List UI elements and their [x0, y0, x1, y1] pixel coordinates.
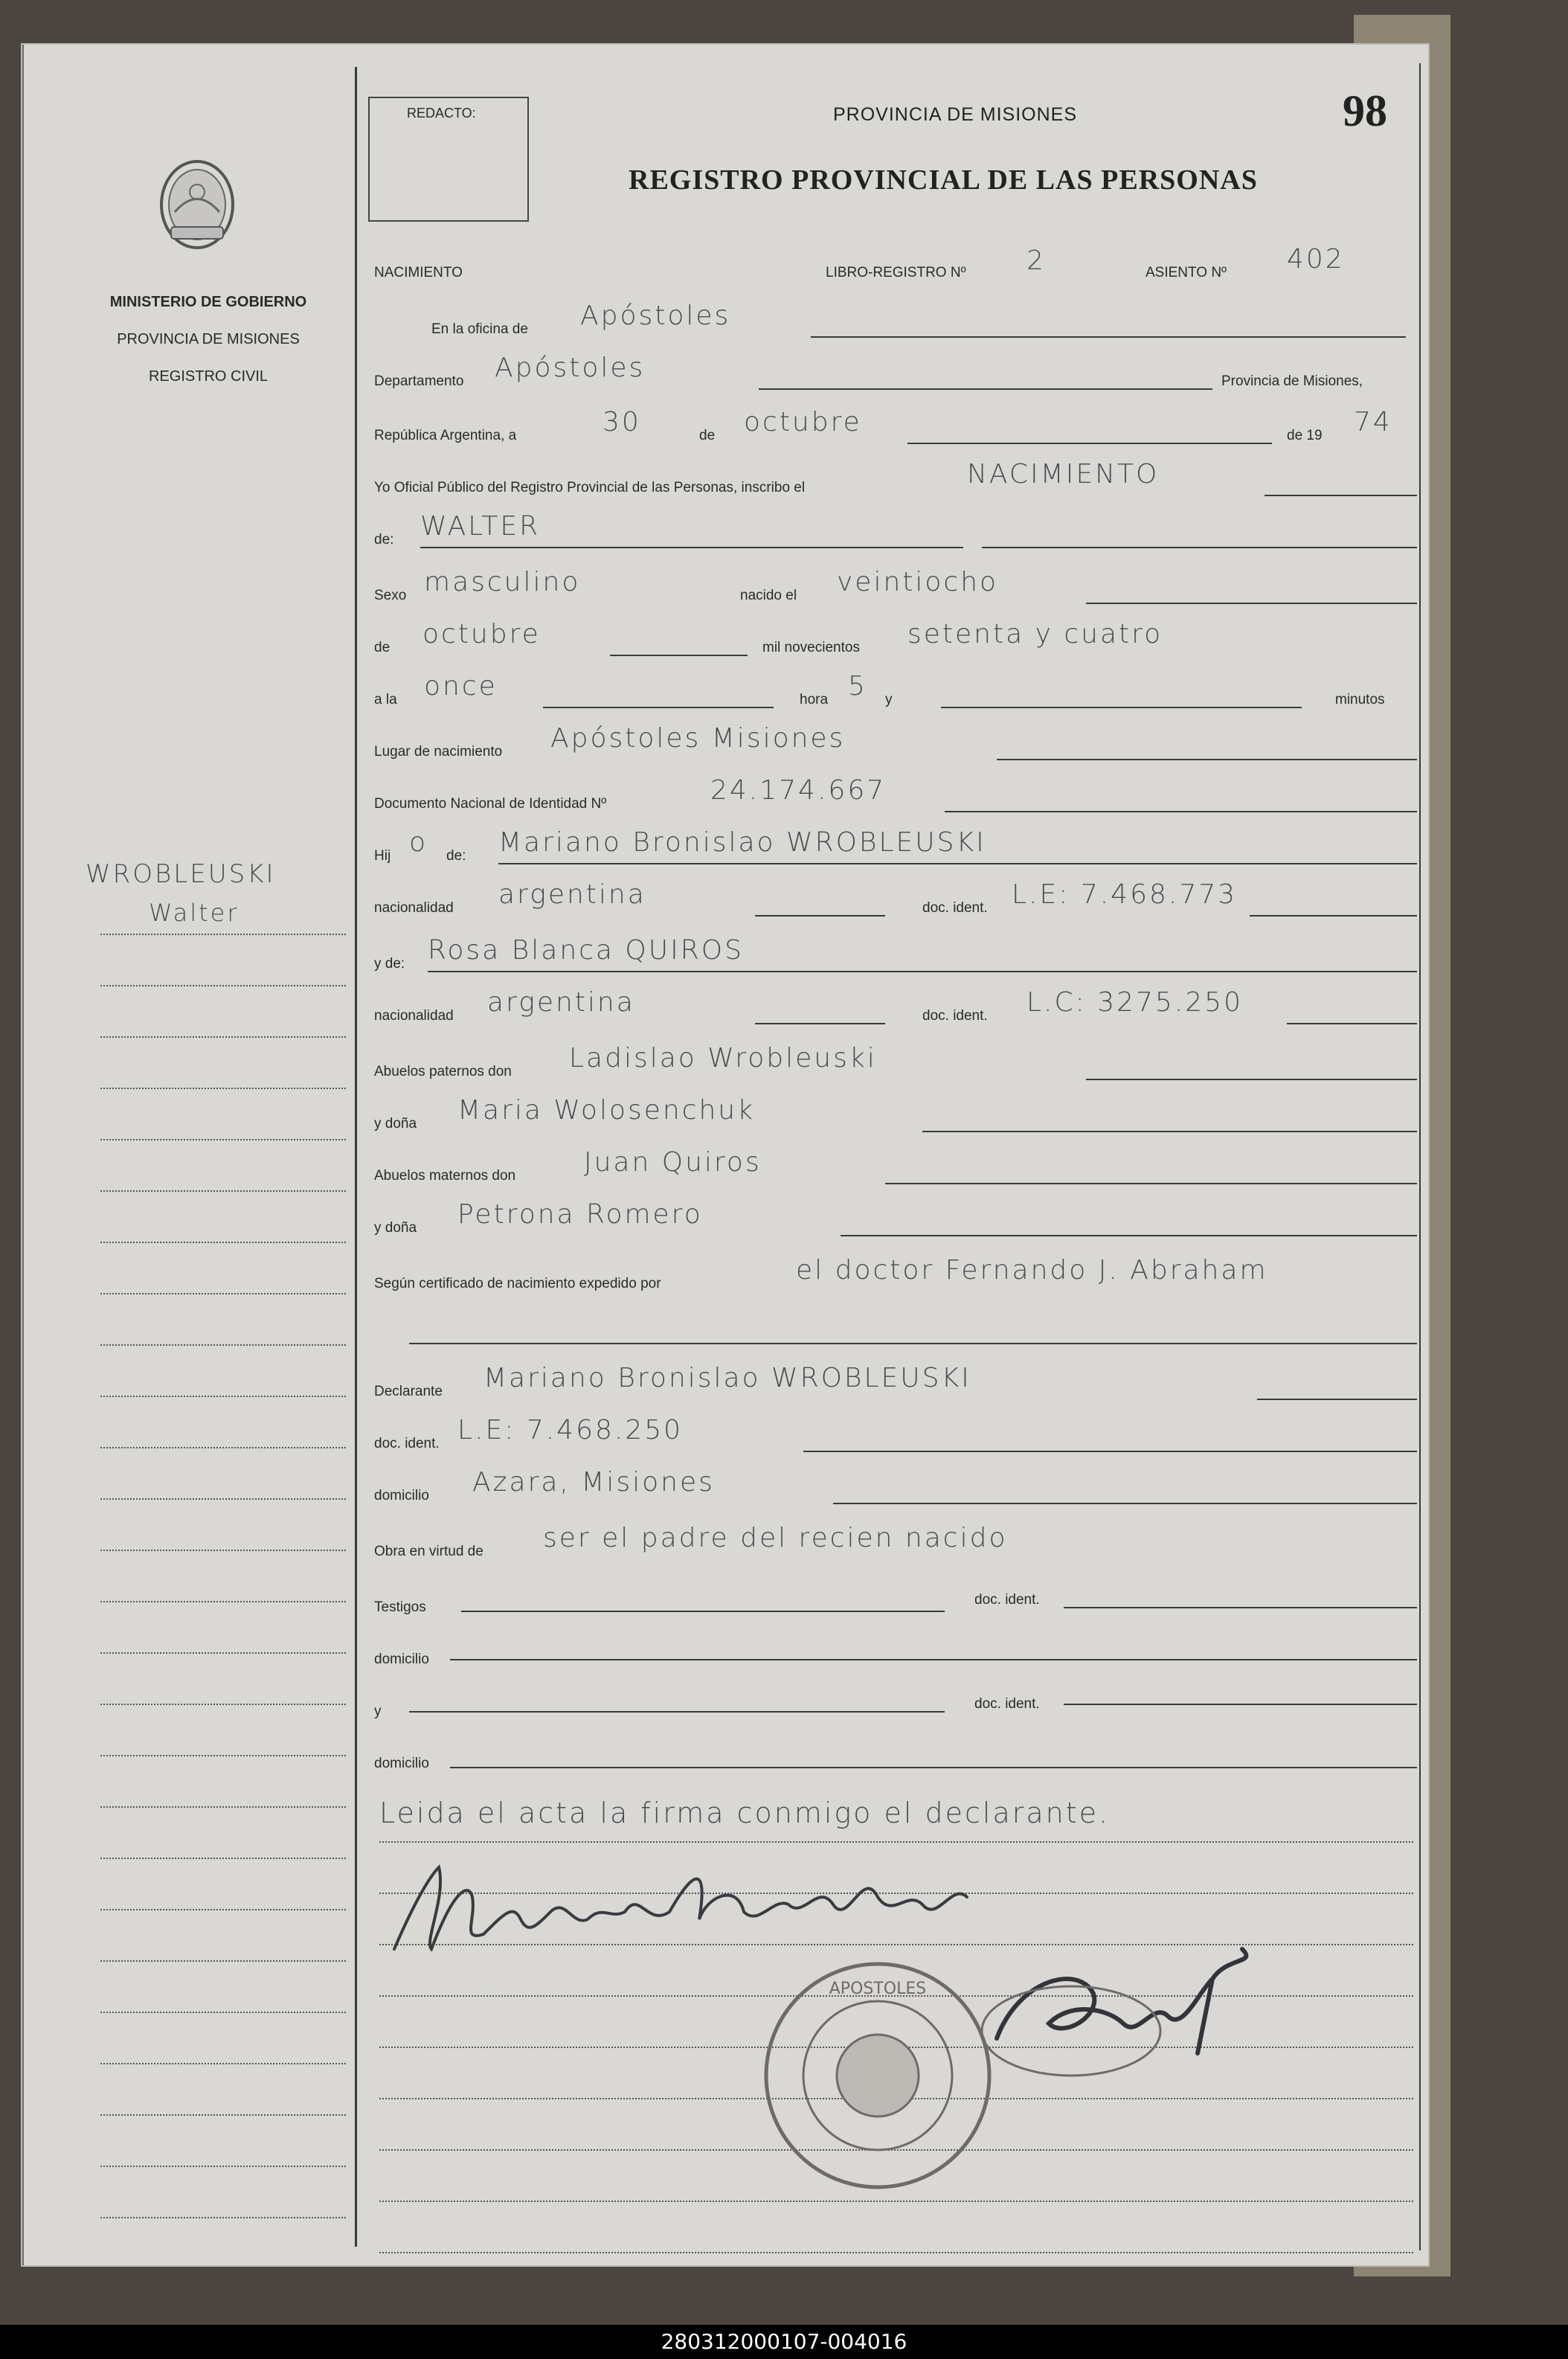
declarant-signature-text: Mariano Wrobleuski [469, 1979, 561, 1991]
hora-line [543, 707, 774, 708]
abuela-p-line [922, 1131, 1417, 1132]
testigo2-doc-line [1064, 1704, 1417, 1705]
dia-value: 30 [603, 407, 641, 437]
dni-line [945, 811, 1417, 812]
de-label: de [699, 428, 716, 443]
abuela-materna-label: y doña [374, 1220, 417, 1236]
declarante-doc-line [803, 1451, 1417, 1452]
lugar-label: Lugar de nacimiento [374, 744, 503, 760]
margin-line [100, 1293, 346, 1294]
oficina-line [811, 336, 1406, 338]
padre-doc-label: doc. ident. [922, 900, 988, 916]
hora-label: hora [800, 692, 829, 707]
sexo-label: Sexo [374, 588, 407, 603]
inscribe-value: NACIMIENTO [967, 459, 1160, 490]
abuela-paterna-value: Maria Wolosenchuk [457, 1095, 755, 1126]
margin-surname: WROBLEUSKI [86, 859, 276, 889]
de-colon-label: de: [374, 532, 394, 548]
departamento-line [759, 388, 1212, 390]
nacimiento-label: NACIMIENTO [374, 265, 463, 280]
republica-label: República Argentina, a [374, 428, 517, 443]
testigos-label: Testigos [374, 1599, 426, 1615]
mil-novecientos-label: mil novecientos [762, 640, 860, 655]
minutos-line [941, 707, 1302, 708]
padre-doc-value: L.E: 7.468.773 [1012, 879, 1238, 910]
header-province: PROVINCIA DE MISIONES [833, 104, 1078, 125]
column-divider [355, 67, 357, 2247]
declarante-line [1257, 1399, 1417, 1400]
madre-value: Rosa Blanca QUIROS [428, 935, 744, 966]
margin-line [100, 1088, 346, 1089]
madre-nac-line [755, 1023, 885, 1024]
abuela-paterna-label: y doña [374, 1116, 417, 1132]
sidebar-registry: REGISTRO CIVIL [148, 368, 269, 385]
nacido-anio-value: setenta y cuatro [907, 619, 1163, 649]
testigo2-domicilio-label: domicilio [374, 1756, 429, 1771]
lugar-value: Apóstoles Misiones [550, 723, 846, 754]
mes-line [610, 655, 748, 656]
provincia-misiones-label: Provincia de Misiones, [1221, 373, 1363, 389]
testigos-doc-line [1064, 1607, 1417, 1608]
dni-value: 24.174.667 [710, 775, 887, 806]
official-signature [974, 1934, 1287, 2098]
declarante-label: Declarante [374, 1384, 443, 1399]
declarante-value: Mariano Bronislao WROBLEUSKI [483, 1363, 971, 1393]
madre-nacionalidad-value: argentina [487, 987, 635, 1018]
testigos-dom-line [450, 1659, 1417, 1660]
padre-nacionalidad-label: nacionalidad [374, 900, 454, 916]
margin-line [100, 934, 346, 935]
lugar-line [997, 759, 1417, 760]
margin-line [100, 1960, 346, 1962]
declarant-signature [387, 1852, 1026, 1971]
margin-line [100, 2012, 346, 2013]
testigos-domicilio-label: domicilio [374, 1652, 429, 1667]
margin-line [100, 1344, 346, 1346]
margin-line [100, 1806, 346, 1808]
abuelos-maternos-label: Abuelos maternos don [374, 1168, 516, 1184]
padre-nac-line [755, 915, 885, 917]
margin-line [100, 1652, 346, 1654]
obra-label: Obra en virtud de [374, 1544, 483, 1559]
inscribe-line [1265, 495, 1417, 496]
margin-line [100, 1601, 346, 1602]
nombre-line-2 [982, 547, 1417, 548]
y-testigo-line [409, 1711, 945, 1713]
madre-nacionalidad-label: nacionalidad [374, 1008, 454, 1024]
sexo-value: masculino [424, 567, 581, 597]
madre-doc-label: doc. ident. [922, 1008, 988, 1024]
padre-doc-line [1250, 915, 1417, 917]
form-blank-line [379, 2252, 1413, 2253]
asiento-label: ASIENTO Nº [1146, 265, 1227, 280]
redacto-label: REDACTO: [407, 106, 476, 121]
padre-line [498, 863, 1417, 864]
margin-line [100, 1755, 346, 1756]
margin-line [100, 1498, 346, 1500]
certificado-value: el doctor Fernando J. Abraham [796, 1255, 1268, 1286]
nombre-line [420, 547, 963, 548]
departamento-label: Departamento [374, 373, 464, 389]
abuelo-materno-value: Juan Quiros [584, 1147, 762, 1178]
official-signature-text: Bunk [1064, 2098, 1087, 2110]
abuelo-p-line [1086, 1079, 1417, 1080]
nacido-label: nacido el [740, 588, 797, 603]
margin-line [100, 1550, 346, 1551]
hij-label: Hij [374, 848, 391, 864]
redacto-box [368, 97, 529, 222]
y-de-label: y de: [374, 956, 405, 972]
nacido-dia-value: veintiocho [837, 567, 999, 597]
padre-value: Mariano Bronislao WROBLEUSKI [498, 827, 986, 858]
margin-line [100, 1704, 346, 1705]
form-right-rule [1419, 63, 1421, 2250]
register-page [22, 45, 1428, 2265]
y-testigo-label: y [374, 1704, 382, 1719]
margin-line [100, 1036, 346, 1038]
de-19-label: de 19 [1287, 428, 1323, 443]
testigos-doc-label: doc. ident. [974, 1592, 1040, 1608]
margin-line [100, 1447, 346, 1448]
margin-line [100, 1190, 346, 1192]
nombre-value: WALTER [420, 511, 541, 542]
domicilio-value: Azara, Misiones [472, 1467, 715, 1498]
domicilio-label: domicilio [374, 1488, 429, 1503]
abuela-m-line [841, 1235, 1417, 1236]
official-stamp-icon [759, 1957, 997, 2195]
sidebar-province: PROVINCIA DE MISIONES [117, 331, 300, 347]
margin-line [100, 1242, 346, 1243]
margin-line [100, 2217, 346, 2218]
minutos-label: minutos [1335, 692, 1385, 707]
obra-value: ser el padre del recien nacido [543, 1523, 1008, 1553]
margin-line [100, 2114, 346, 2116]
abuela-materna-value: Petrona Romero [457, 1199, 703, 1230]
page-number: 98 [1343, 86, 1387, 135]
form-blank-line [379, 2201, 1413, 2202]
libro-label: LIBRO-REGISTRO Nº [826, 265, 966, 280]
testigo2-dom-line [450, 1767, 1417, 1768]
nacido-mes-value: octubre [422, 619, 541, 649]
page-left-rule [22, 45, 24, 2265]
margin-given-name: Walter [149, 899, 240, 927]
fecha-line [907, 443, 1272, 444]
margin-line [100, 1858, 346, 1859]
nacido-line [1086, 603, 1417, 604]
declarante-doc-value: L.E: 7.468.250 [457, 1415, 684, 1445]
madre-doc-line [1287, 1023, 1417, 1024]
abuelo-paterno-value: Ladislao Wrobleuski [569, 1043, 877, 1073]
margin-line [100, 1909, 346, 1910]
hora-num-value: 5 [848, 671, 867, 702]
asiento-value: 402 [1287, 244, 1345, 275]
testigos-line [461, 1611, 945, 1612]
margin-line [100, 2063, 346, 2064]
declarante-doc-label: doc. ident. [374, 1436, 440, 1451]
margin-line [100, 2166, 346, 2167]
mes-value: octubre [744, 407, 862, 437]
abuelo-m-line [885, 1183, 1417, 1184]
oficina-label: En la oficina de [431, 321, 528, 337]
margin-line [100, 1139, 346, 1140]
anio-value: 74 [1354, 407, 1392, 437]
sidebar-ministry: MINISTERIO DE GOBIERNO [109, 294, 307, 310]
padre-nacionalidad-value: argentina [498, 879, 646, 910]
oficina-value: Apóstoles [580, 301, 731, 331]
departamento-value: Apóstoles [495, 353, 646, 383]
margin-line [100, 1396, 346, 1397]
hora-value: once [424, 671, 498, 702]
form-blank-line [379, 1841, 1413, 1843]
margin-line [100, 985, 346, 986]
madre-line [428, 971, 1417, 972]
segun-line-2 [409, 1343, 1417, 1344]
hij-suffix-value: o [409, 827, 428, 858]
svg-text:APOSTOLES: APOSTOLES [829, 1980, 927, 1998]
libro-value: 2 [1026, 245, 1046, 276]
closing-statement: Leida el acta la firma conmigo el declarante. [379, 1797, 1111, 1829]
hij-de-label: de: [446, 848, 466, 864]
abuelos-paternos-label: Abuelos paternos don [374, 1064, 512, 1079]
dni-label: Documento Nacional de Identidad Nº [374, 796, 607, 812]
header-title: REGISTRO PROVINCIAL DE LAS PERSONAS [629, 164, 1258, 196]
image-id-footer: 280312000107-004016 [0, 2325, 1568, 2359]
domicilio-line [833, 1503, 1417, 1504]
y-hora-label: y [885, 692, 893, 707]
de-mes-label: de [374, 640, 391, 655]
madre-doc-value: L.C: 3275.250 [1026, 987, 1243, 1018]
a-la-label: a la [374, 692, 397, 707]
yo-oficial-label: Yo Oficial Público del Registro Provincial de las Personas, inscribo el [374, 480, 806, 495]
testigo2-doc-label: doc. ident. [974, 1696, 1040, 1712]
coat-of-arms-icon [156, 156, 238, 253]
segun-label: Según certificado de nacimiento expedido por [374, 1276, 661, 1291]
